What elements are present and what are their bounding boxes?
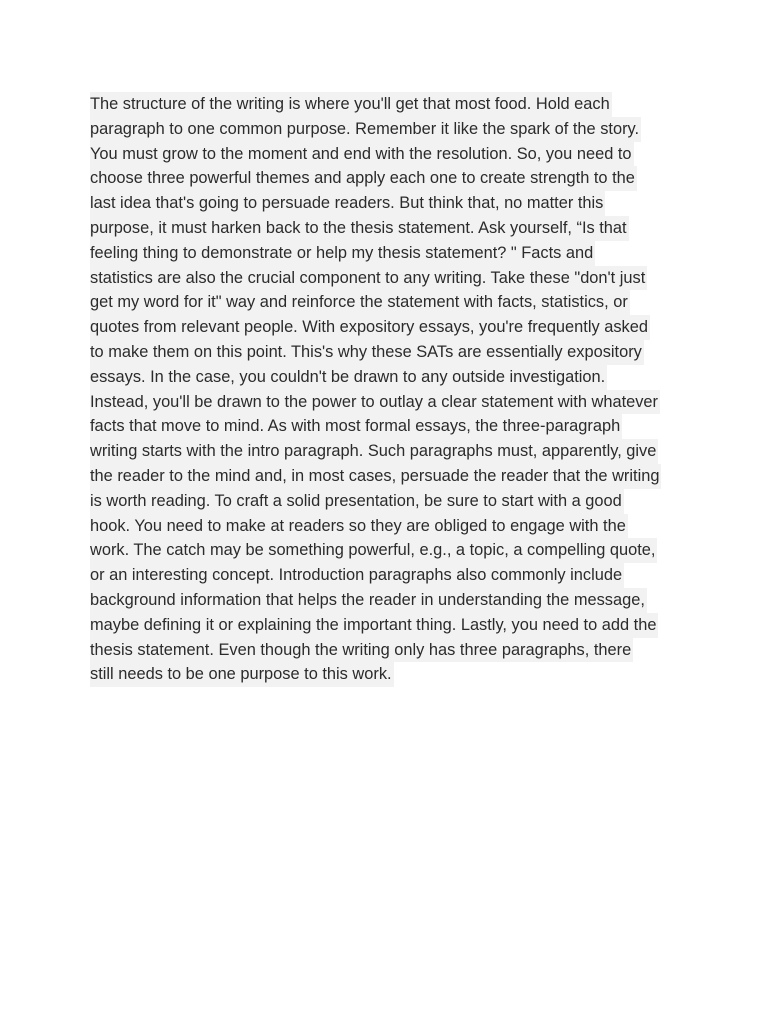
text-line: essays. In the case, you couldn't be drawn to any outside investigation. (90, 365, 607, 390)
text-line: You must grow to the moment and end with the resolution. So, you need to (90, 142, 634, 167)
text-line: thesis statement. Even though the writing only has three paragraphs, there (90, 638, 633, 663)
text-line: maybe defining it or explaining the important thing. Lastly, you need to add the (90, 613, 658, 638)
text-line: Instead, you'll be drawn to the power to outlay a clear statement with whatever (90, 390, 660, 415)
text-line: statistics are also the crucial component to any writing. Take these "don't just (90, 266, 647, 291)
text-line: choose three powerful themes and apply each one to create strength to the (90, 166, 637, 191)
text-line: work. The catch may be something powerful, e.g., a topic, a compelling quote, (90, 538, 657, 563)
text-line: writing starts with the intro paragraph. Such paragraphs must, apparently, give (90, 439, 658, 464)
text-line: feeling thing to demonstrate or help my thesis statement? " Facts and (90, 241, 595, 266)
text-line: last idea that's going to persuade readers. But think that, no matter this (90, 191, 605, 216)
text-line: quotes from relevant people. With expository essays, you're frequently asked (90, 315, 650, 340)
text-line: facts that move to mind. As with most formal essays, the three-paragraph (90, 414, 622, 439)
text-line: is worth reading. To craft a solid presentation, be sure to start with a good (90, 489, 624, 514)
text-line: the reader to the mind and, in most cases, persuade the reader that the writing (90, 464, 661, 489)
text-line: or an interesting concept. Introduction paragraphs also commonly include (90, 563, 624, 588)
essay-paragraph (90, 92, 690, 687)
text-line: purpose, it must harken back to the thesis statement. Ask yourself, “Is that (90, 216, 629, 241)
text-line: to make them on this point. This's why these SATs are essentially expository (90, 340, 644, 365)
text-line: still needs to be one purpose to this work. (90, 662, 394, 687)
text-line: The structure of the writing is where you'll get that most food. Hold each (90, 92, 612, 117)
text-line: get my word for it" way and reinforce the statement with facts, statistics, or (90, 290, 630, 315)
text-line: hook. You need to make at readers so they are obliged to engage with the (90, 514, 628, 539)
text-line: paragraph to one common purpose. Remember it like the spark of the story. (90, 117, 641, 142)
text-line: background information that helps the reader in understanding the message, (90, 588, 647, 613)
